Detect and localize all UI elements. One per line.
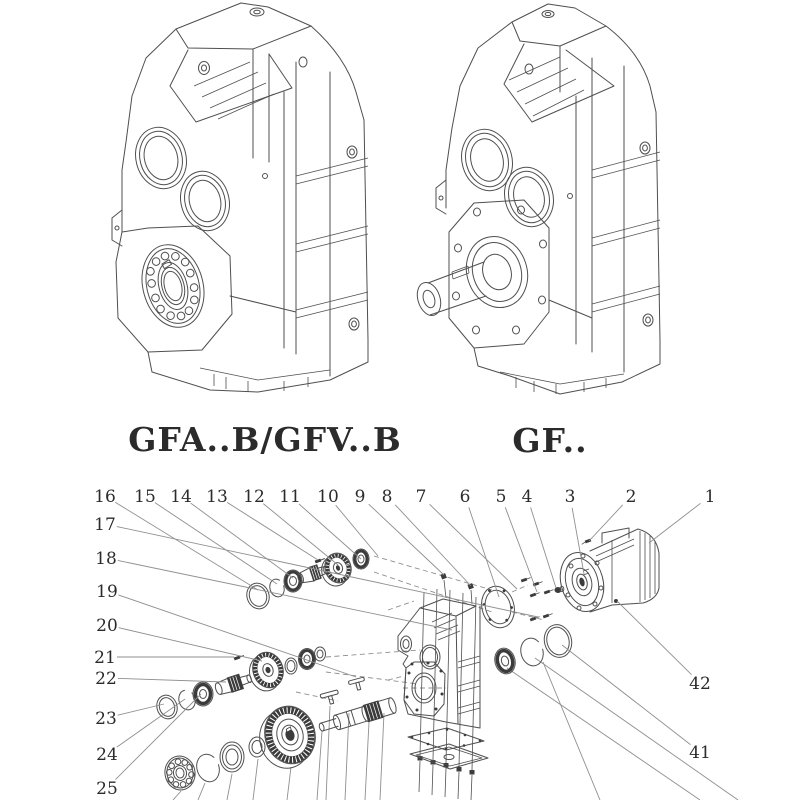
leader-line-18 <box>118 560 452 630</box>
part-number-15: 15 <box>134 487 156 507</box>
part-number-23: 23 <box>95 709 117 729</box>
leader-line-17 <box>117 527 538 617</box>
gearbox-right-drawing <box>413 4 660 394</box>
part-mid-washer <box>315 647 326 661</box>
part-number-6: 6 <box>459 487 471 507</box>
part-number-1: 1 <box>704 487 716 507</box>
part-number-10: 10 <box>317 487 339 507</box>
part-number-17: 17 <box>94 515 116 535</box>
part-adapter-snap-ring <box>518 636 546 669</box>
part-output-gear <box>253 701 323 774</box>
leader-line-4 <box>531 507 556 588</box>
part-mid-gear <box>244 648 288 695</box>
leader-line-42 <box>617 601 691 675</box>
part-key-1 <box>320 690 340 706</box>
part-output-washer <box>249 737 265 757</box>
leader-line-1 <box>649 503 700 543</box>
part-mid-spacer <box>285 658 297 674</box>
part-number-4: 4 <box>521 487 533 507</box>
part-upper-cover-cap <box>244 580 273 612</box>
part-output-ball-bearing <box>162 754 197 793</box>
part-mid-bearing-2 <box>299 649 316 670</box>
leader-line-16 <box>115 502 258 590</box>
part-number-7: 7 <box>415 487 427 507</box>
leader-line-2 <box>589 505 623 541</box>
leader-line-25 <box>115 694 201 780</box>
leader-line-20 <box>119 628 262 661</box>
part-number-13: 13 <box>206 487 228 507</box>
part-number-24: 24 <box>96 745 118 765</box>
leader-line-24 <box>117 699 185 747</box>
part-output-seal <box>220 742 244 772</box>
callouts <box>94 487 715 799</box>
leader-line-22 <box>118 678 226 682</box>
part-number-18: 18 <box>95 549 117 569</box>
part-number-16: 16 <box>94 487 116 507</box>
gearbox-left-drawing <box>112 3 368 392</box>
leader-line-6 <box>469 507 499 597</box>
part-number-5: 5 <box>495 487 507 507</box>
leader-line-5 <box>505 507 537 592</box>
part-number-9: 9 <box>354 487 366 507</box>
part-housing-studs <box>418 589 477 800</box>
leader-line-41 <box>562 645 691 745</box>
part-number-42: 42 <box>689 674 711 694</box>
part-number-3: 3 <box>564 487 576 507</box>
exploded-view <box>94 487 738 800</box>
leader-line-14 <box>191 503 293 578</box>
part-number-2: 2 <box>625 487 637 507</box>
leader-line-8 <box>395 505 471 586</box>
leader-line-9 <box>369 504 444 575</box>
part-key-2 <box>348 677 366 692</box>
part-flange-cover <box>477 583 519 632</box>
part-number-19: 19 <box>96 582 118 602</box>
part-number-25: 25 <box>96 779 118 799</box>
part-number-8: 8 <box>381 487 393 507</box>
part-adapter-bearing <box>492 646 518 676</box>
part-output-snap-ring <box>193 751 223 784</box>
leader-line-10 <box>336 505 378 556</box>
model-caption-right: GF.. <box>512 421 588 460</box>
part-adapter-ring <box>541 622 576 661</box>
model-caption-left: GFA..B/GFV..B <box>128 420 402 459</box>
part-number-12: 12 <box>243 487 265 507</box>
part-oil-pan <box>410 744 488 769</box>
part-number-14: 14 <box>170 487 192 507</box>
motor-drawing <box>554 528 659 616</box>
part-housing <box>398 599 480 728</box>
part-number-22: 22 <box>95 669 117 689</box>
part-number-41: 41 <box>689 743 711 763</box>
part-number-11: 11 <box>279 487 301 507</box>
leader-line-11 <box>299 504 361 559</box>
part-number-20: 20 <box>96 616 118 636</box>
part-number-21: 21 <box>94 648 116 668</box>
part-mid-pinion-shaft <box>213 671 253 698</box>
leader-line-3 <box>572 508 584 574</box>
part-mid-bearing <box>193 682 213 706</box>
leader-line-12 <box>263 504 338 565</box>
part-mid-cover-cap <box>154 692 180 721</box>
